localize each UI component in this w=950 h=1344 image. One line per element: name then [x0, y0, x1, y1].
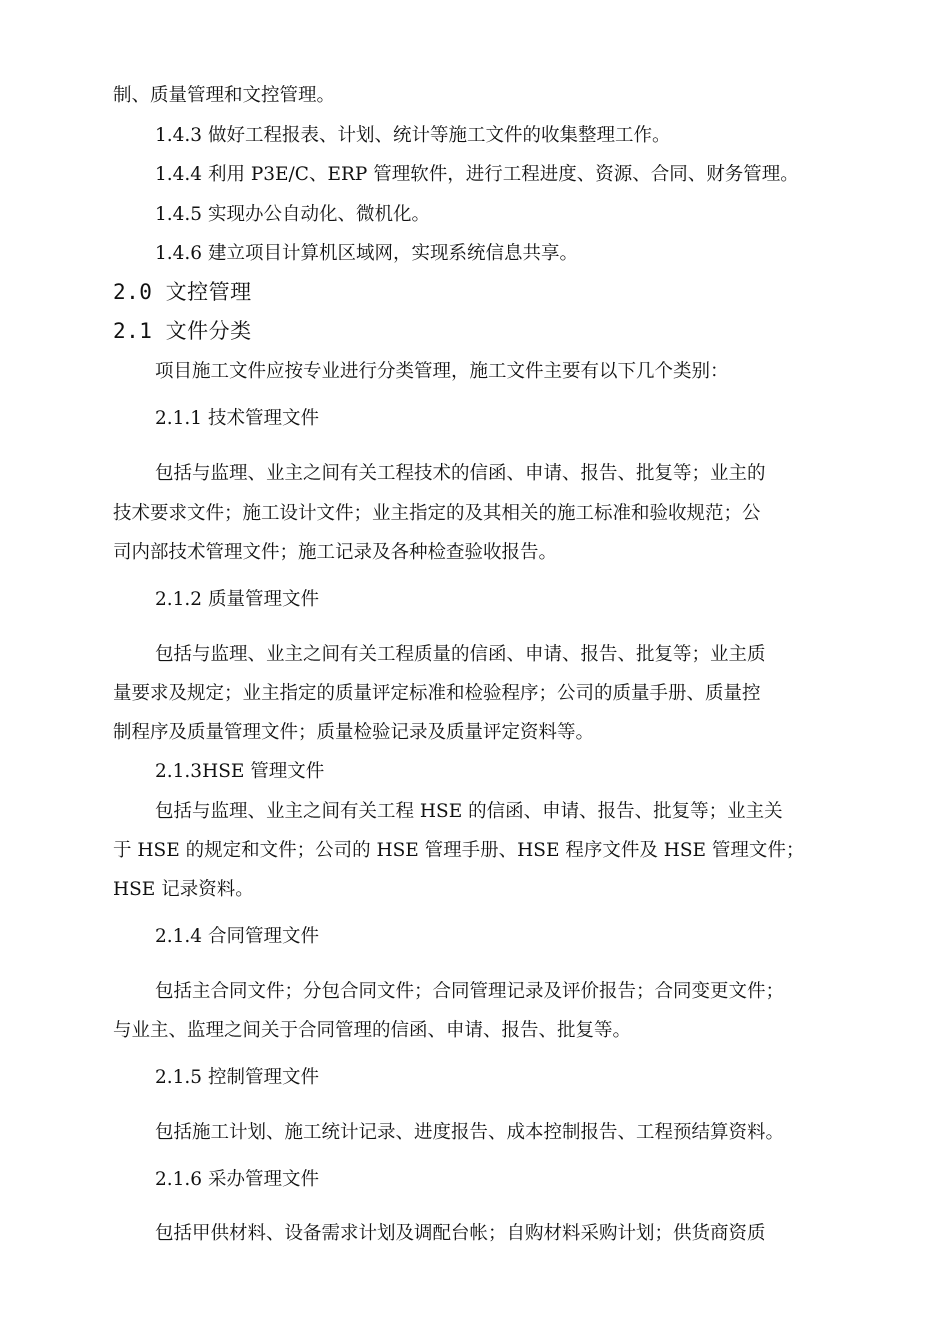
paragraph-line: 包括与监理、业主之间有关工程质量的信函、申请、报告、批复等；业主质 [155, 644, 766, 665]
list-item-1-4-6: 1.4.6 建立项目计算机区域网，实现系统信息共享。 [155, 243, 578, 264]
subsection-title-2-1-6: 2.1.6 采办管理文件 [155, 1169, 319, 1190]
list-item-1-4-3: 1.4.3 做好工程报表、计划、统计等施工文件的收集整理工作。 [155, 125, 671, 146]
paragraph-line: 包括施工计划、施工统计记录、进度报告、成本控制报告、工程预结算资料。 [155, 1122, 785, 1143]
subsection-title-2-1-2: 2.1.2 质量管理文件 [155, 589, 319, 610]
paragraph-line: 制程序及质量管理文件；质量检验记录及质量评定资料等。 [113, 722, 595, 743]
subsection-title-2-1-3: 2.1.3HSE 管理文件 [155, 761, 325, 782]
paragraph-line: 项目施工文件应按专业进行分类管理，施工文件主要有以下几个类别： [155, 361, 729, 382]
section-heading-2-1: 2.1 文件分类 [113, 319, 252, 343]
list-item-1-4-4: 1.4.4 利用 P3E/C、ERP 管理软件，进行工程进度、资源、合同、财务管理。 [155, 164, 799, 185]
paragraph-line: 于 HSE 的规定和文件；公司的 HSE 管理手册、HSE 程序文件及 HSE 管理文件； [113, 840, 805, 861]
paragraph-line: 包括主合同文件；分包合同文件；合同管理记录及评价报告；合同变更文件； [155, 981, 785, 1002]
subsection-title-2-1-4: 2.1.4 合同管理文件 [155, 926, 319, 947]
paragraph-line: 技术要求文件；施工设计文件；业主指定的及其相关的施工标准和验收规范；公 [113, 503, 761, 524]
section-heading-2-0: 2.0 文控管理 [113, 280, 252, 304]
paragraph-line: 包括与监理、业主之间有关工程 HSE 的信函、申请、报告、批复等；业主关 [155, 801, 783, 822]
paragraph-line: HSE 记录资料。 [113, 879, 254, 900]
list-item-1-4-5: 1.4.5 实现办公自动化、微机化。 [155, 204, 430, 225]
paragraph-line: 量要求及规定；业主指定的质量评定标准和检验程序；公司的质量手册、质量控 [113, 683, 761, 704]
paragraph-line: 包括与监理、业主之间有关工程技术的信函、申请、报告、批复等；业主的 [155, 463, 766, 484]
text-line: 制、质量管理和文控管理。 [113, 85, 336, 106]
paragraph-line: 与业主、监理之间关于合同管理的信函、申请、报告、批复等。 [113, 1020, 632, 1041]
paragraph-line: 包括甲供材料、设备需求计划及调配台帐；自购材料采购计划；供货商资质 [155, 1223, 766, 1244]
paragraph-line: 司内部技术管理文件；施工记录及各种检查验收报告。 [113, 542, 558, 563]
subsection-title-2-1-1: 2.1.1 技术管理文件 [155, 408, 319, 429]
subsection-title-2-1-5: 2.1.5 控制管理文件 [155, 1067, 319, 1088]
